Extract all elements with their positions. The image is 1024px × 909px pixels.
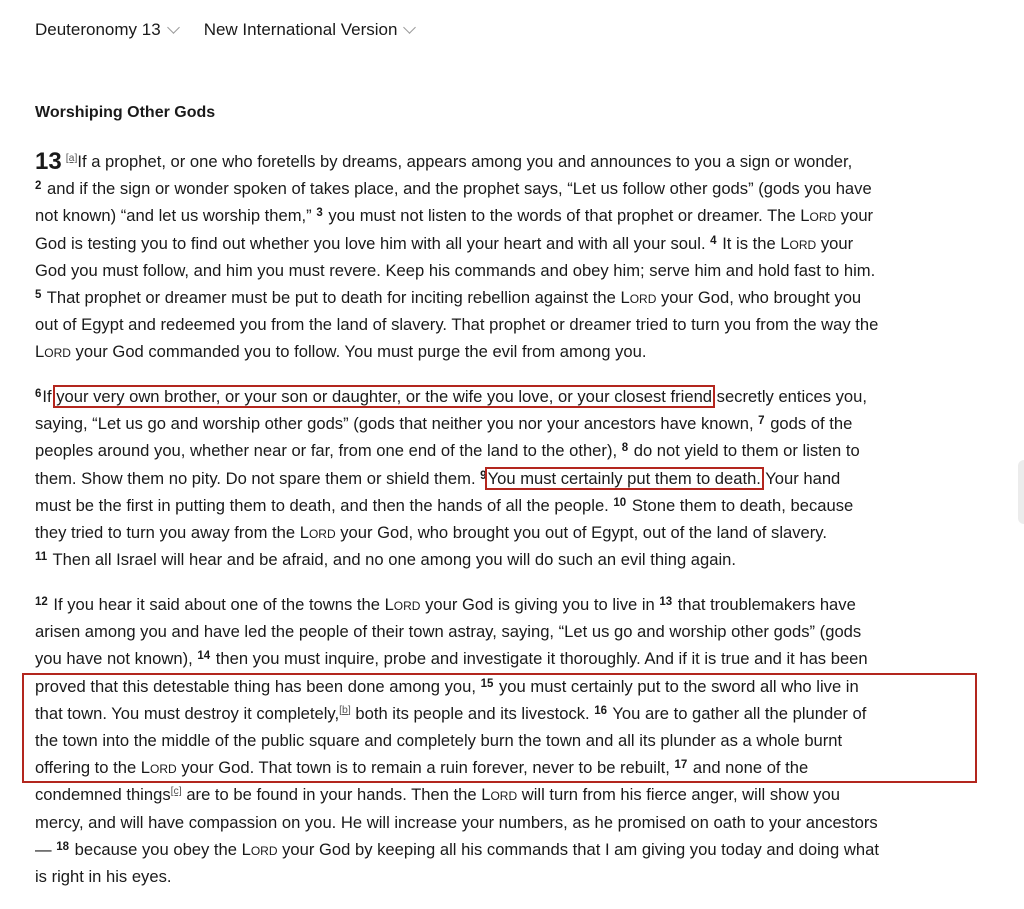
- verse-text: God is testing you to find out whether you love him with all your heart and with all your soul.: [35, 233, 711, 253]
- verse-text: your: [816, 233, 854, 253]
- lord-text: Lord: [35, 342, 71, 362]
- highlight-box-large: [22, 673, 977, 783]
- footnote-link-b[interactable]: [b]: [339, 703, 351, 716]
- verse-text: That prophet or dreamer must be put to death for inciting rebellion against the: [42, 288, 621, 308]
- verse-text: your God, who brought you: [656, 288, 862, 308]
- verse-text: them. Show them no pity. Do not spare them or shield them.: [35, 468, 481, 488]
- chevron-down-icon: [404, 21, 417, 34]
- text-line: [35, 338, 985, 365]
- text-line: [35, 809, 985, 836]
- verse-text: that town. You must destroy it completely,: [35, 703, 340, 723]
- lord-text: Lord: [384, 595, 421, 614]
- text-line: [35, 148, 985, 175]
- text-line: [35, 645, 985, 672]
- verse-text: the town into the middle of the public square and completely burn the town and all its plunder as a whole burnt: [35, 731, 843, 751]
- verse-text: out of Egypt and redeemed you from the land of slavery. That prophet or dreamer tried to turn you from the way the: [35, 315, 879, 335]
- text-line: [35, 230, 985, 257]
- book-chapter-selector[interactable]: [35, 20, 178, 40]
- verse-text: your God by keeping all his commands that I am giving you today and doing what: [277, 839, 879, 859]
- lord-text: Lord: [299, 523, 336, 543]
- verse-text: are to be found in your hands. Then the: [181, 785, 482, 805]
- verse-number: 5: [35, 289, 42, 302]
- verse-text: Your hand: [760, 468, 841, 488]
- verse-text: gods of the: [765, 414, 853, 434]
- text-line: [35, 437, 985, 464]
- verse-number: 2: [35, 180, 42, 193]
- text-line: [35, 257, 985, 284]
- verse-number: 15: [480, 677, 494, 690]
- verse-text: and none of the: [688, 758, 809, 778]
- lord-text: Lord: [241, 839, 278, 859]
- verse-text: that troublemakers have: [673, 595, 856, 614]
- text-line: [35, 465, 985, 492]
- verse-text: Stone them to death, because: [627, 495, 854, 515]
- verse-number: 6: [35, 388, 42, 400]
- text-line: [35, 492, 985, 519]
- verse-text: your God commanded you to follow. You must purge the evil from among you.: [70, 342, 647, 362]
- highlight-box: your very own brother, or your son or daughter, or the wife you love, or your closest friend: [53, 385, 715, 408]
- text-line: [35, 519, 985, 546]
- verse-text: arisen among you and have led the people of their town astray, saying, “Let us go and worship other gods” (gods: [35, 622, 862, 642]
- verse-number: 14: [197, 650, 211, 663]
- verse-text: If: [42, 387, 57, 406]
- verse-number: 11: [35, 551, 48, 564]
- verse-number: 17: [674, 759, 688, 772]
- lord-text: Lord: [481, 785, 518, 805]
- verse-text: secretly entices you,: [712, 387, 867, 406]
- verse-text: they tried to turn you away from the: [35, 523, 300, 543]
- verse-text: condemned things: [35, 785, 171, 805]
- verse-text: proved that this detestable thing has been done among you,: [35, 676, 481, 696]
- version-selector[interactable]: [204, 20, 415, 40]
- highlight-box: You must certainly put them to death.: [485, 467, 764, 490]
- verse-text: and if the sign or wonder spoken of takes place, and the prophet says, “Let us follow other gods” (gods you have: [42, 179, 872, 199]
- verse-text: you must not listen to the words of that prophet or dreamer. The: [323, 206, 801, 226]
- paragraph-1: [35, 148, 985, 366]
- passage-toolbar: [35, 20, 414, 40]
- verse-number: 18: [56, 840, 70, 853]
- verse-text: must be the first in putting them to death, and then the hands of all the people.: [35, 495, 614, 515]
- text-line: [35, 546, 985, 573]
- text-line: [35, 863, 985, 890]
- footnote-link-a[interactable]: [a]: [65, 152, 78, 164]
- verse-text: offering to the: [35, 758, 141, 778]
- lord-text: Lord: [140, 758, 177, 778]
- lord-text: Lord: [800, 206, 837, 226]
- verse-text: not known) “and let us worship them,”: [35, 206, 317, 226]
- verse-text: saying, “Let us go and worship other gods” (gods that neither you nor your ancestors have known,: [35, 414, 759, 434]
- section-heading: Worshiping Other Gods: [35, 104, 216, 121]
- verse-text: will turn from his fierce anger, will show you: [517, 785, 840, 805]
- version-label: New International Version: [203, 20, 398, 39]
- verse-number: 16: [594, 704, 608, 717]
- verse-number: 13: [659, 596, 673, 608]
- text-line: [35, 175, 985, 202]
- verse-number: 8: [621, 442, 629, 455]
- verse-text: your: [836, 206, 874, 226]
- verse-number: 7: [758, 415, 765, 428]
- side-panel-tab[interactable]: [1018, 460, 1024, 524]
- verse-text: is right in his eyes.: [35, 867, 172, 887]
- text-line: [35, 591, 985, 618]
- verse-text: you must certainly put to the sword all who live in: [494, 676, 859, 696]
- lord-text: Lord: [620, 288, 657, 308]
- text-line: [35, 410, 985, 437]
- verse-number: 9: [480, 469, 487, 482]
- verse-text: your God, who brought you out of Egypt, out of the land of slavery.: [335, 523, 827, 543]
- verse-text: It is the: [717, 233, 781, 253]
- verse-text: because you obey the: [70, 839, 242, 859]
- verse-text: your God is giving you to live in: [420, 595, 660, 614]
- verse-text: Then all Israel will hear and be afraid, and no one among you will do such an evil thing again.: [48, 550, 737, 570]
- text-line: [35, 311, 985, 338]
- verse-text: If a prophet, or one who foretells by dreams, appears among you and announces to you a sign or wonder,: [77, 152, 853, 171]
- verse-text: mercy, and will have compassion on you. He will increase your numbers, as he promised on oath to your ancestors: [35, 812, 878, 832]
- chevron-down-icon: [167, 21, 180, 34]
- text-line: [35, 618, 985, 645]
- verse-number: 12: [35, 596, 48, 608]
- text-line: [35, 284, 985, 311]
- paragraph-2: [35, 383, 985, 573]
- verse-text: —: [35, 839, 57, 859]
- text-line: [35, 836, 985, 863]
- verse-text: then you must inquire, probe and investigate it thoroughly. And if it is true and it has been: [211, 649, 868, 669]
- verse-text: peoples around you, whether near or far, from one end of the land to the other),: [35, 441, 622, 461]
- verse-text: you have not known),: [35, 649, 198, 669]
- verse-number: 4: [710, 234, 717, 247]
- verse-text: your God. That town is to remain a ruin forever, never to be rebuilt,: [176, 758, 675, 778]
- text-line: [35, 781, 985, 808]
- chapter-number: 13: [35, 148, 62, 175]
- verse-text: do not yield to them or listen to: [629, 441, 860, 461]
- verse-text: God you must follow, and him you must revere. Keep his commands and obey him; serve him and hold fast to him.: [35, 260, 876, 280]
- text-line: [35, 383, 985, 410]
- verse-text: You are to gather all the plunder of: [608, 703, 867, 723]
- verse-text: If you hear it said about one of the towns the: [48, 595, 385, 614]
- verse-number: 10: [613, 496, 627, 509]
- book-chapter-label: Deuteronomy 13: [35, 20, 161, 39]
- lord-text: Lord: [780, 233, 817, 253]
- text-line: [35, 202, 985, 229]
- footnote-link-c[interactable]: [c]: [170, 785, 182, 798]
- verse-number: 3: [316, 207, 323, 220]
- verse-text: both its people and its livestock.: [350, 703, 595, 723]
